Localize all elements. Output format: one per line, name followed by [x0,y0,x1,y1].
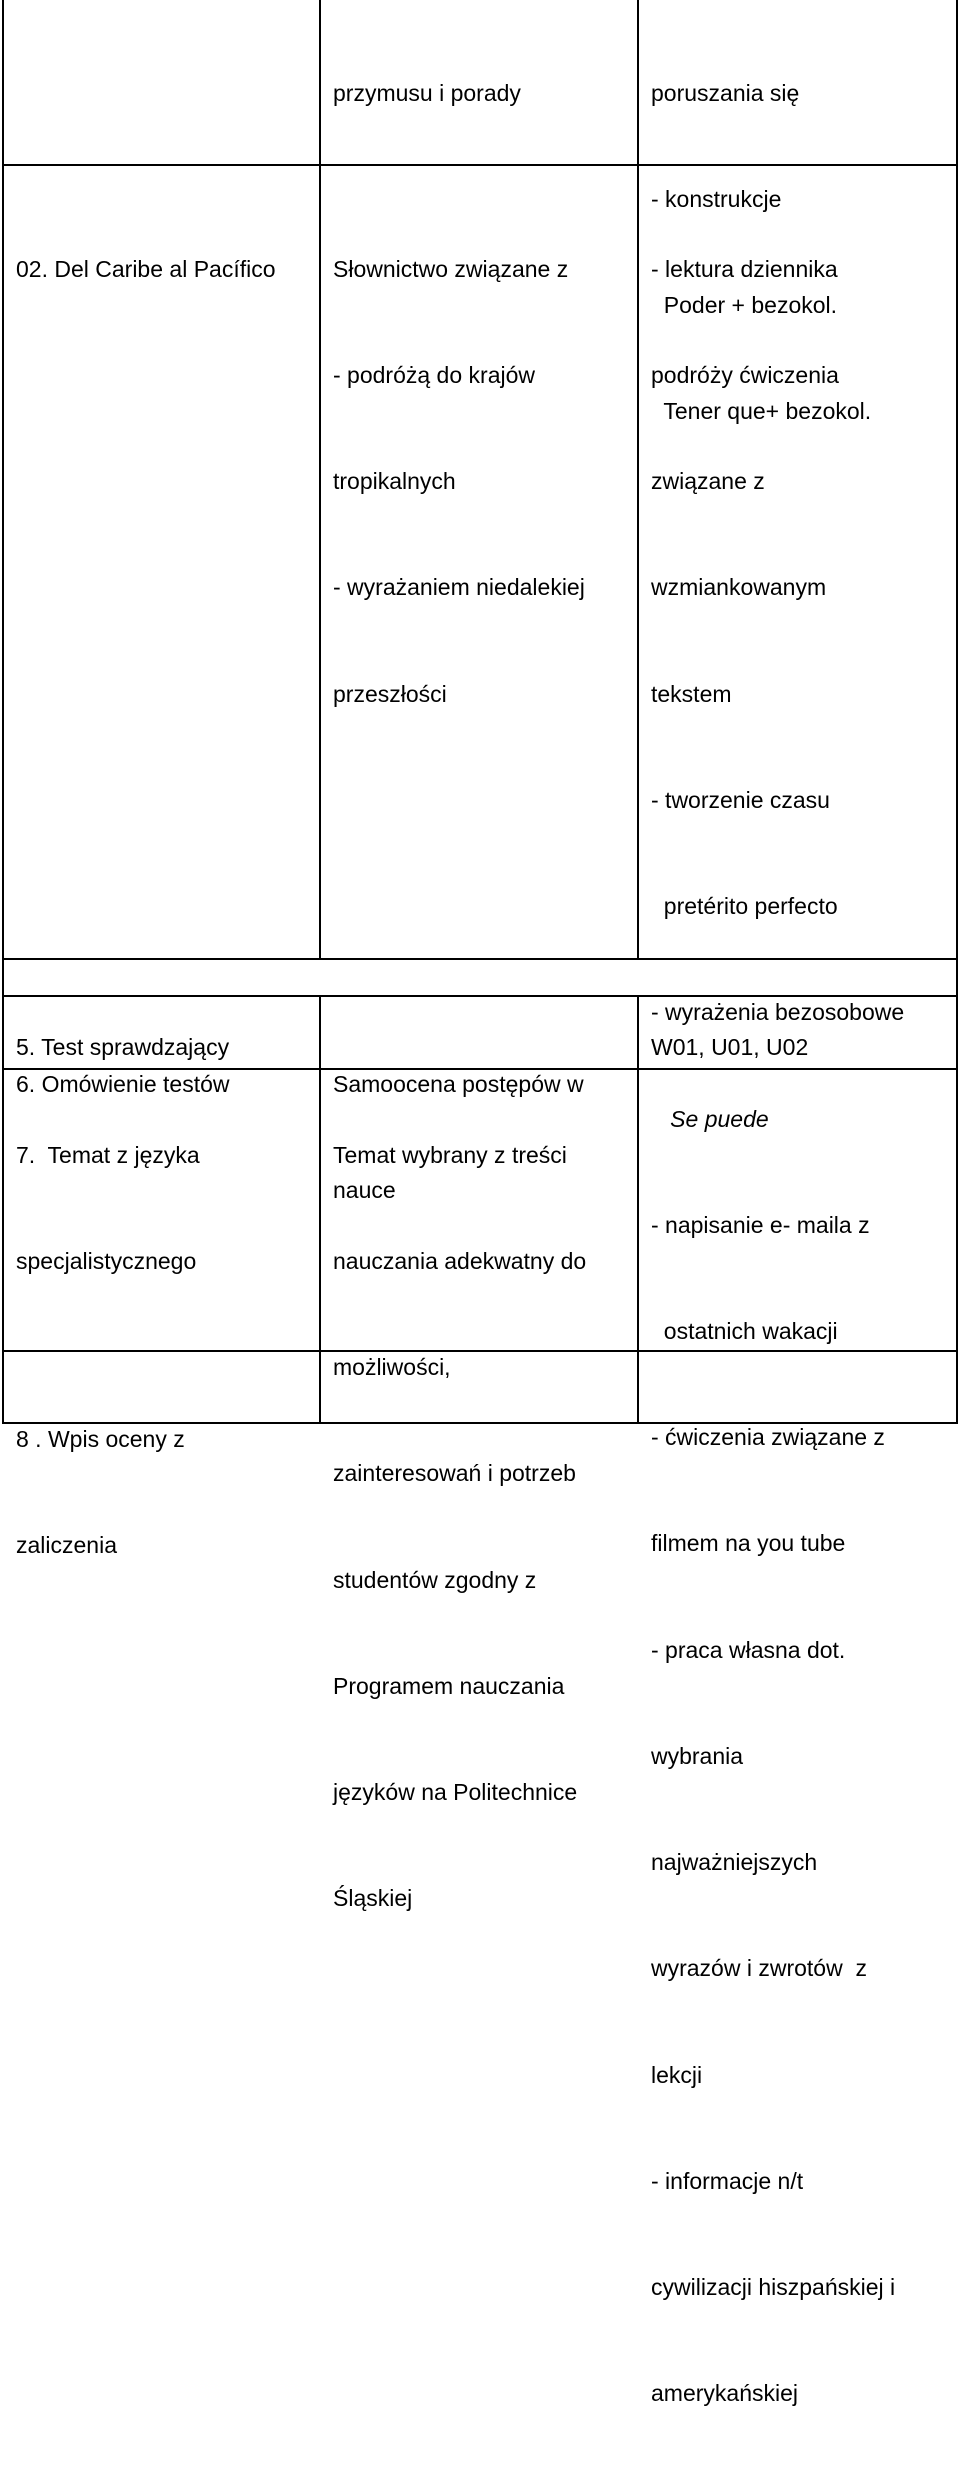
cell-line: Śląskiej [333,1885,413,1912]
cell-line: pretérito perfecto [651,893,838,920]
cell-line: języków na Politechnice [333,1779,578,1806]
cell-line: przymusu i porady [333,79,521,106]
cell-line: specjalistycznego [16,1248,197,1275]
cell-line: Samoocena postępów w [333,1070,584,1097]
column-divider-1-lower [319,996,321,1424]
cell-line: tekstem [651,680,732,707]
column-divider-2-lower [637,996,639,1424]
cell-line: - tworzenie czasu [651,786,830,813]
row-02-col2 [333,181,585,783]
column-divider-1 [319,0,321,960]
cell-line: związane z [651,468,765,495]
cell-line: tropikalnych [333,468,456,495]
cell-line: podróży ćwiczenia [651,362,839,389]
row-02-col3 [651,181,904,2482]
cell-line: - ćwiczenia związane z [651,1424,885,1451]
cell-line: nauczania adekwatny do [333,1248,587,1275]
cell-line-italic: Se puede [651,1105,769,1132]
cell-line: - wyrażaniem niedalekiej [333,574,585,601]
cell-line: przeszłości [333,680,447,707]
row-02-col1 [16,181,276,358]
cell-line: nauce [333,1177,396,1204]
cell-line: wyrazów i zwrotów z [651,1955,867,1982]
cell-line: Poder + bezokol. [651,292,838,319]
cell-line: poruszania się [651,79,800,106]
cell-line: amerykańskiej [651,2380,798,2407]
cell-line: - lektura dziennika [651,255,838,282]
cell-line: ostatnich wakacji [651,1318,838,1344]
cell-line: 6. Omówienie testów [16,1070,230,1097]
cell-line: Słownictwo związane z [333,255,569,282]
cell-line: 8 . Wpis oceny z [16,1425,185,1452]
cell-line: cywilizacji hiszpańskiej i [651,2273,896,2300]
cell-line: wzmiankowanym [651,574,827,601]
cell-line: filmem na you tube [651,1530,846,1557]
cell-line: Tener que+ bezokol. [651,398,872,425]
cell-line: - napisanie e- maila z [651,1211,870,1238]
row-5-col3 [651,959,808,1136]
cell-line: Programem nauczania [333,1672,565,1699]
table-border-right [956,0,958,1424]
cell-line: najważniejszych [651,1849,818,1876]
cell-line: - wyrażenia bezosobowe [651,999,905,1026]
column-divider-2 [637,0,639,960]
cell-line: 7. Temat z języka [16,1141,200,1168]
row-7-col1 [16,1067,200,1350]
cell-line: - podróżą do krajów [333,362,535,389]
row-8-col1 [16,1351,185,1634]
cell-line: zaliczenia [16,1532,117,1559]
row-top-col2 [333,5,521,182]
cell-line: lekcji [651,2061,703,2088]
cell-line: W01, U01, U02 [651,1033,809,1060]
cell-line: zainteresowań i potrzeb [333,1460,576,1487]
table-border-left [2,0,4,1424]
cell-line: 5. Test sprawdzający [16,1033,230,1060]
cell-line: - praca własna dot. [651,1636,846,1663]
cell-line: 02. Del Caribe al Pacífico [16,255,276,282]
cell-line: możliwości, [333,1354,451,1381]
cell-line: - informacje n/t [651,2167,804,2194]
cell-line: wybrania [651,1742,744,1769]
cell-line: Temat wybrany z treści [333,1141,567,1168]
cell-line: studentów zgodny z [333,1566,537,1593]
cell-line: - konstrukcje [651,186,782,213]
row-7-col2 [333,1067,586,1988]
